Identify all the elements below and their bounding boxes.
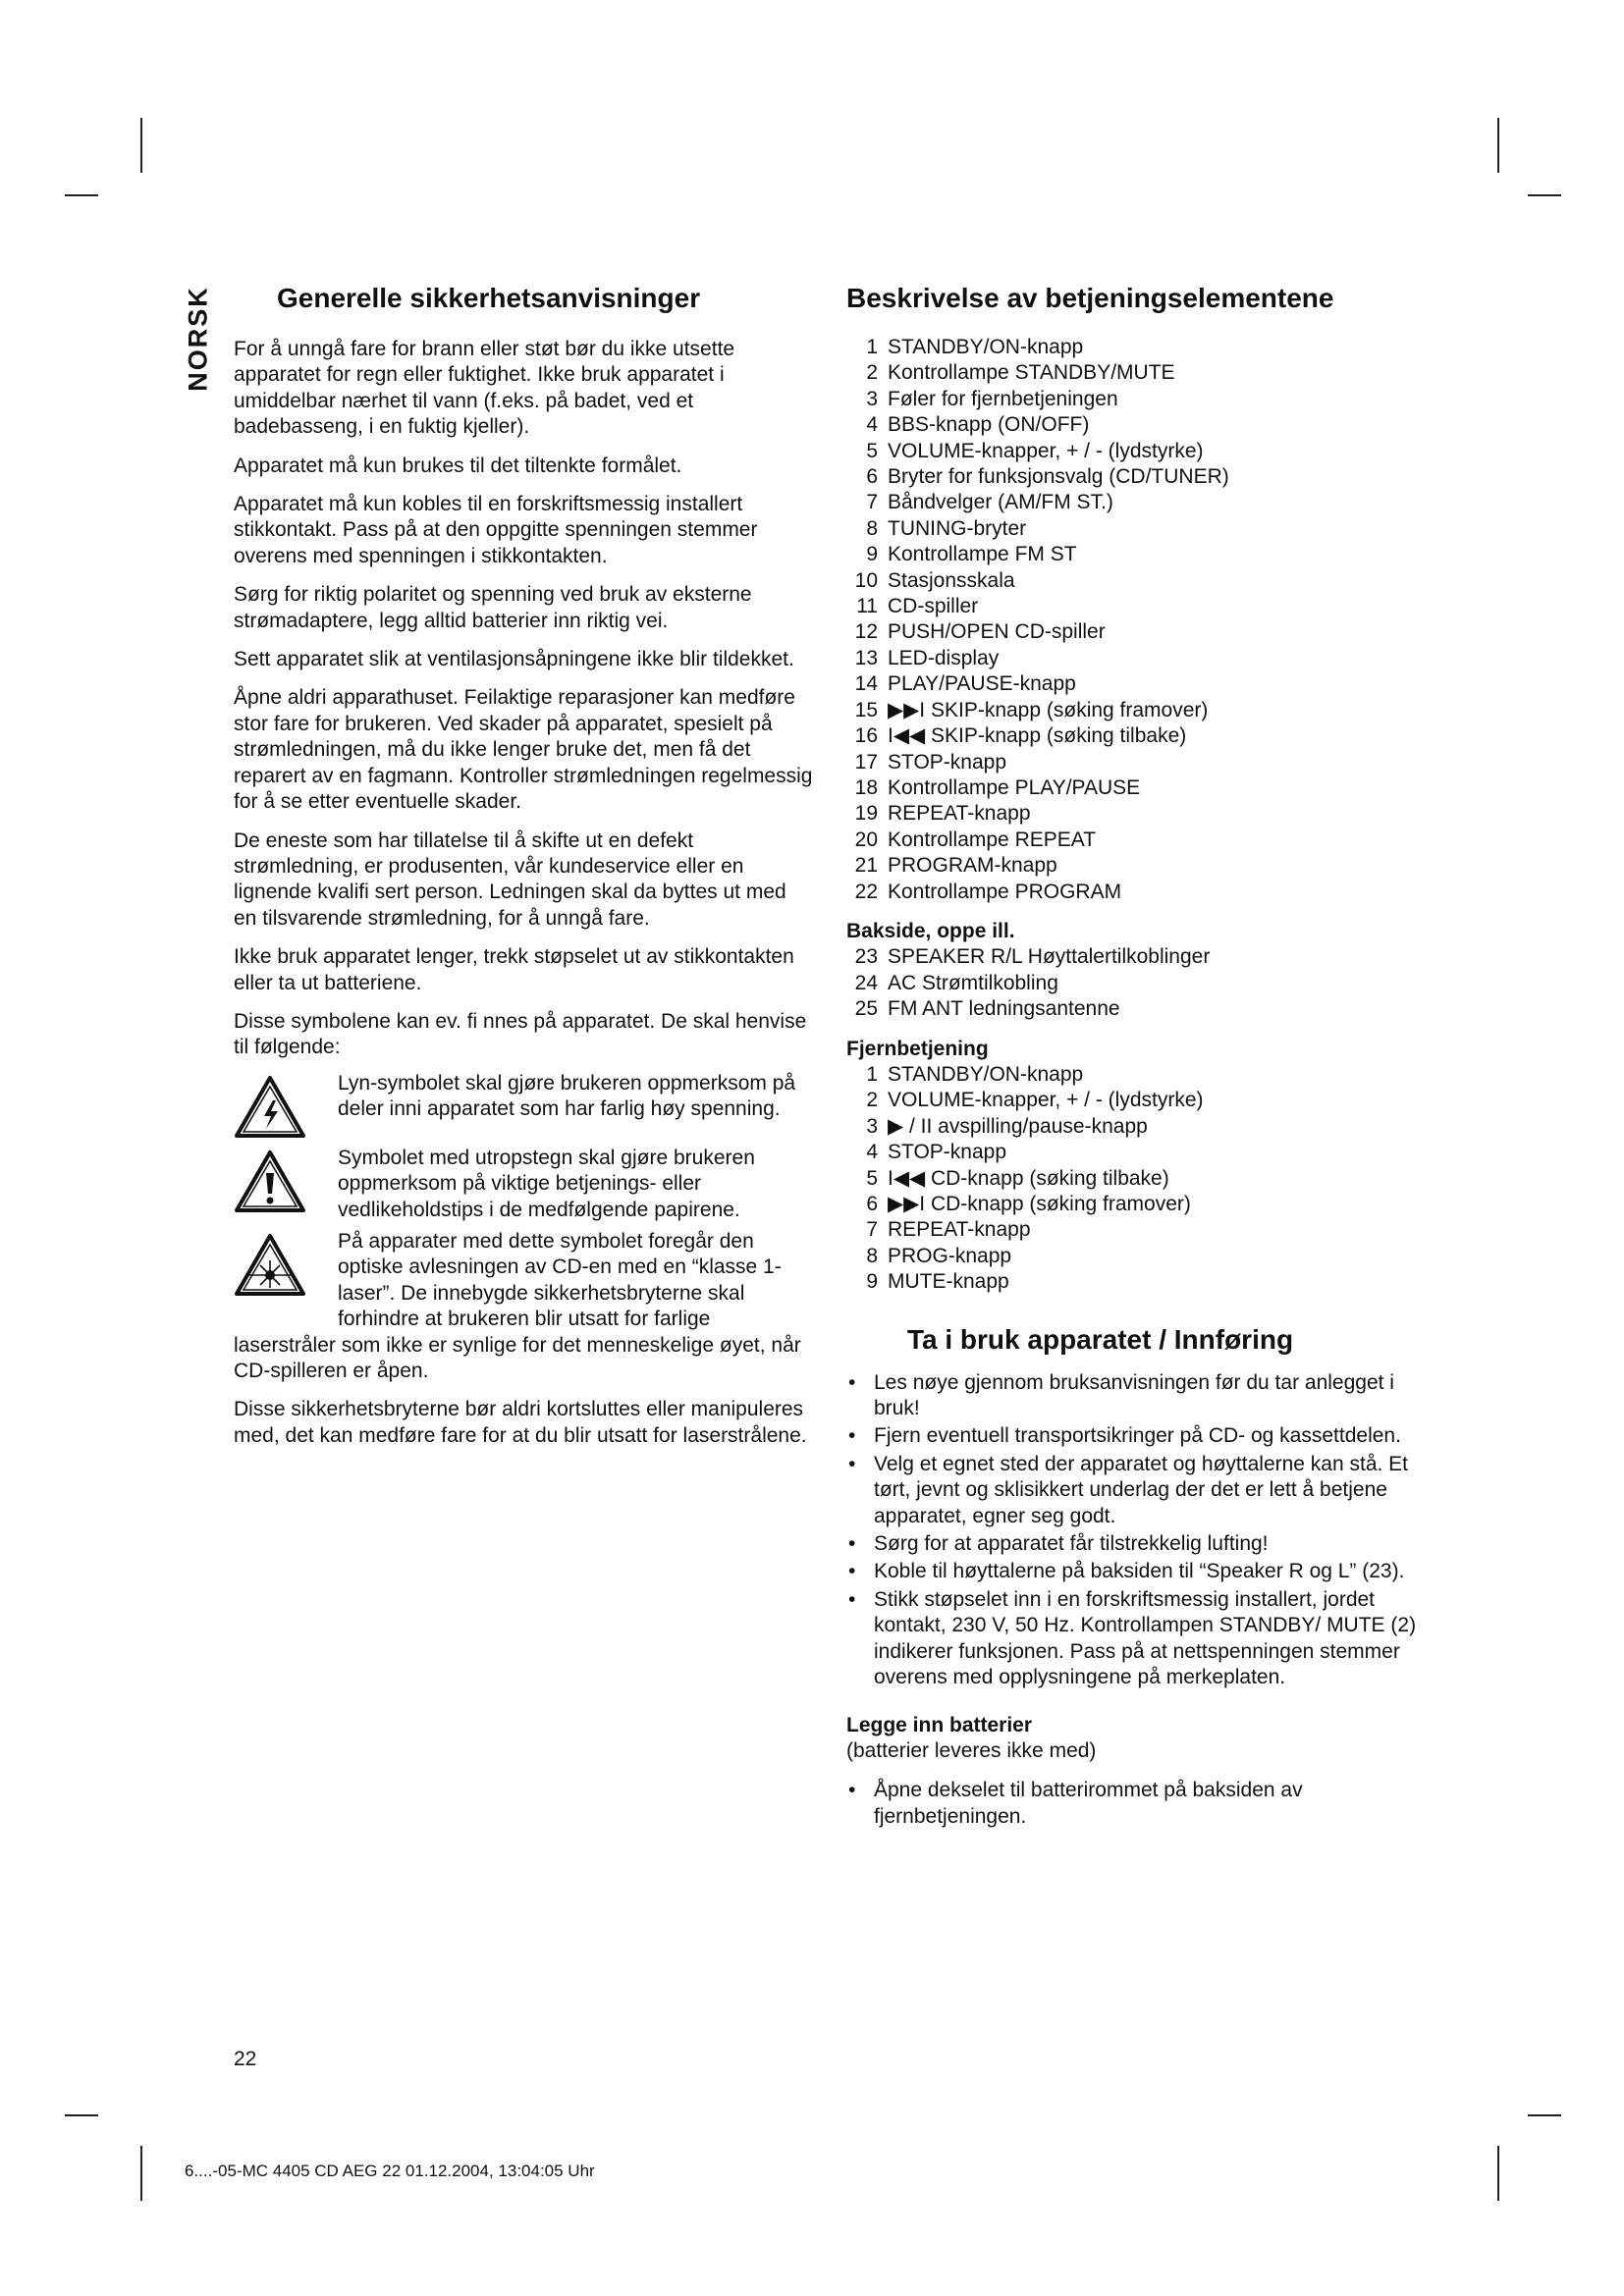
language-label: NORSK [183, 286, 213, 392]
list-item: 25 FM ANT ledningsantenne [854, 997, 1120, 1021]
list-item: 11 CD-spiller [856, 595, 979, 618]
list-item: • Velg et egnet sted der apparatet og høyttalerne kan stå. Et tørt, jevnt og sklisikkert underlag der det er lett å betjene apparatet, egner seg godt. [848, 1452, 1409, 1527]
controls-column [846, 282, 1435, 1838]
exclamation-warning-icon [234, 1149, 306, 1214]
battery-title: Legge inn batterier [846, 1713, 1033, 1736]
list-item: 13 LED-display [854, 646, 1000, 669]
list-item: 4 BBS-knapp (ON/OFF) [866, 413, 1090, 437]
paragraph: Åpne aldri apparathuset. Feilaktige reparasjoner kan medføre stor fare for brukeren. Ved skader på apparatet, spesielt på strømledningen, må du ikke lenger bruke det, men få det reparert av en fagmann. Kontroller strømledningen regelmessig for å se etter eventuelle skader. [234, 686, 813, 814]
symbol-text: Symbolet med utropstegn skal gjøre brukeren oppmerksom på viktige betjenings- eller vedlikeholdstips i de medfølgende papirene. [338, 1146, 755, 1221]
paragraph: De eneste som har tillatelse til å skifte ut en defekt strømledning, er produsenten, vår kundeservice eller en lignende kvalifi sert person. Ledningen skal da byttes ut med en tilsvarende strømledning, for å unngå fare. [234, 828, 786, 930]
symbol-text: På apparater med dette symbolet foregår den optiske avlesningen av CD-en med en “klasse 1-laser”. De innebygde sikkerhetsbryterne skal forhindre at brukeren blir utsatt for farlige [338, 1229, 782, 1331]
paragraph: laserstråler som ikke er synlige for det menneskelige øyet, når CD-spilleren er åpen. [234, 1333, 801, 1382]
safety-title: Generelle sikkerhetsanvisninger [277, 283, 701, 313]
back-title: Bakside, oppe ill. [846, 919, 1015, 942]
symbol-exclamation [234, 1146, 813, 1223]
symbol-lightning [234, 1071, 813, 1140]
paragraph: Apparatet må kun kobles til en forskriftsmessig installert stikkontakt. Pass på at den oppgitte spenningen stemmer overens med spenningen i stikkontakten. [234, 493, 758, 567]
paragraph: Apparatet må kun brukes til det tiltenkte formålet. [234, 454, 682, 477]
list-item: 23 SPEAKER R/L Høyttalertilkoblinger [854, 945, 1211, 969]
controls-title: Beskrivelse av betjeningselementene [846, 283, 1334, 313]
list-item: 24 AC Strømtilkobling [854, 971, 1058, 994]
list-item: 19 REPEAT-knapp [854, 802, 1031, 826]
remote-title: Fjernbetjening [846, 1037, 989, 1060]
list-item: 8 TUNING-bryter [866, 516, 1027, 540]
paragraph: Sett apparatet slik at ventilasjonsåpningene ikke blir tildekket. [234, 648, 794, 671]
crop-mark [1497, 118, 1499, 173]
paragraph: For å unngå fare for brann eller støt bør du ikke utsette apparatet for regn eller fuktighet. Ikke bruk apparatet i umiddelbar nærhet til vann (f.eks. på badet, ved et badebasseng, i en fuktig kjeller). [234, 338, 735, 439]
crop-mark [1528, 194, 1561, 196]
crop-mark [140, 118, 142, 173]
list-item: 5 VOLUME-knapper, + / - (lydstyrke) [866, 439, 1204, 462]
list-item: 22 Kontrollampe PROGRAM [854, 880, 1122, 903]
list-item: • Les nøye gjennom bruksanvisningen før du tar anlegget i bruk! [848, 1370, 1394, 1420]
list-item: • Koble til høyttalerne på baksiden til “Speaker R og L” (23). [848, 1560, 1405, 1583]
print-footer: 6....-05-MC 4405 CD AEG 22 01.12.2004, 13:04:05 Uhr [185, 2162, 595, 2180]
list-item: 4 STOP-knapp [866, 1141, 1007, 1164]
remote-list [846, 1062, 1435, 1296]
list-item: 2 VOLUME-knapper, + / - (lydstyrke) [866, 1089, 1204, 1112]
intro-bullets [846, 1370, 1435, 1691]
battery-bullets [846, 1778, 1435, 1830]
list-item: 1 STANDBY/ON-knapp [866, 1062, 1084, 1086]
lightning-warning-icon [234, 1075, 306, 1140]
list-item: 20 Kontrollampe REPEAT [854, 828, 1097, 851]
list-item: 7 REPEAT-knapp [866, 1218, 1031, 1242]
crop-mark [140, 2146, 142, 2201]
paragraph: Sørg for riktig polaritet og spenning ved bruk av eksterne strømadaptere, legg alltid batterier inn riktig vei. [234, 583, 752, 632]
list-item: 10 Stasjonsskala [854, 568, 1015, 592]
list-item: 21 PROGRAM-knapp [854, 854, 1057, 878]
list-item: 17 STOP-knapp [854, 750, 1007, 774]
laser-warning-icon [234, 1233, 306, 1298]
list-item: • Fjern eventuell transportsikringer på CD- og kassettdelen. [848, 1424, 1401, 1448]
paragraph: Disse symbolene kan ev. fi nnes på apparatet. De skal henvise til følgende: [234, 1009, 807, 1059]
list-item: 5 I◀◀ CD-knapp (søking tilbake) [866, 1166, 1169, 1190]
battery-note: (batterier leveres ikke med) [846, 1738, 1097, 1762]
list-item: 12 PUSH/OPEN CD-spiller [854, 620, 1106, 644]
paragraph: Disse sikkerhetsbryterne bør aldri kortsluttes eller manipuleres med, det kan medføre fare for at du blir utsatt for laserstrålene. [234, 1398, 807, 1447]
crop-mark [1497, 2146, 1499, 2201]
list-item: 15 ▶▶I SKIP-knapp (søking framover) [854, 698, 1209, 721]
back-list [846, 944, 1435, 1022]
list-item: 1 STANDBY/ON-knapp [866, 336, 1084, 358]
list-item: 6 ▶▶I CD-knapp (søking framover) [866, 1193, 1191, 1215]
paragraph: Ikke bruk apparatet lenger, trekk støpselet ut av stikkontakten eller ta ut batteriene. [234, 945, 794, 994]
list-item: 16 I◀◀ SKIP-knapp (søking tilbake) [854, 724, 1187, 748]
controls-list [846, 335, 1435, 905]
list-item: 7 Båndvelger (AM/FM ST.) [866, 491, 1113, 514]
symbol-laser [234, 1229, 813, 1333]
crop-mark [1528, 2114, 1561, 2116]
list-item: • Sørg for at apparatet får tilstrekkelig lufting! [848, 1532, 1269, 1556]
list-item: 8 PROG-knapp [866, 1244, 1012, 1267]
list-item: 14 PLAY/PAUSE-knapp [854, 672, 1076, 696]
list-item: • Stikk støpselet inn i en forskriftsmessig installert, jordet kontakt, 230 V, 50 Hz. Kontrollampen STANDBY/ MUTE (2) indikerer funksjonen. Pass på at nettspenningen stemmer overens med opplysningene på merkeplaten. [848, 1587, 1417, 1689]
list-item: 3 ▶ / II avspilling/pause-knapp [866, 1114, 1148, 1138]
safety-column [234, 282, 813, 1462]
list-item: • Åpne dekselet til batterirommet på baksiden av fjernbetjeningen. [848, 1779, 1303, 1828]
list-item: 18 Kontrollampe PLAY/PAUSE [854, 775, 1141, 799]
crop-mark [65, 2114, 98, 2116]
intro-title: Ta i bruk apparatet / Innføring [907, 1323, 1294, 1355]
list-item: 3 Føler for fjernbetjeningen [866, 387, 1118, 410]
list-item: 6 Bryter for funksjonsvalg (CD/TUNER) [866, 465, 1229, 489]
page-number: 22 [234, 2048, 257, 2070]
symbol-text: Lyn-symbolet skal gjøre brukeren oppmerksom på deler inni apparatet som har farlig høy spenning. [338, 1071, 796, 1121]
crop-mark [65, 194, 98, 196]
list-item: 2 Kontrollampe STANDBY/MUTE [866, 361, 1175, 385]
list-item: 9 MUTE-knapp [866, 1270, 1009, 1294]
list-item: 9 Kontrollampe FM ST [866, 543, 1077, 566]
